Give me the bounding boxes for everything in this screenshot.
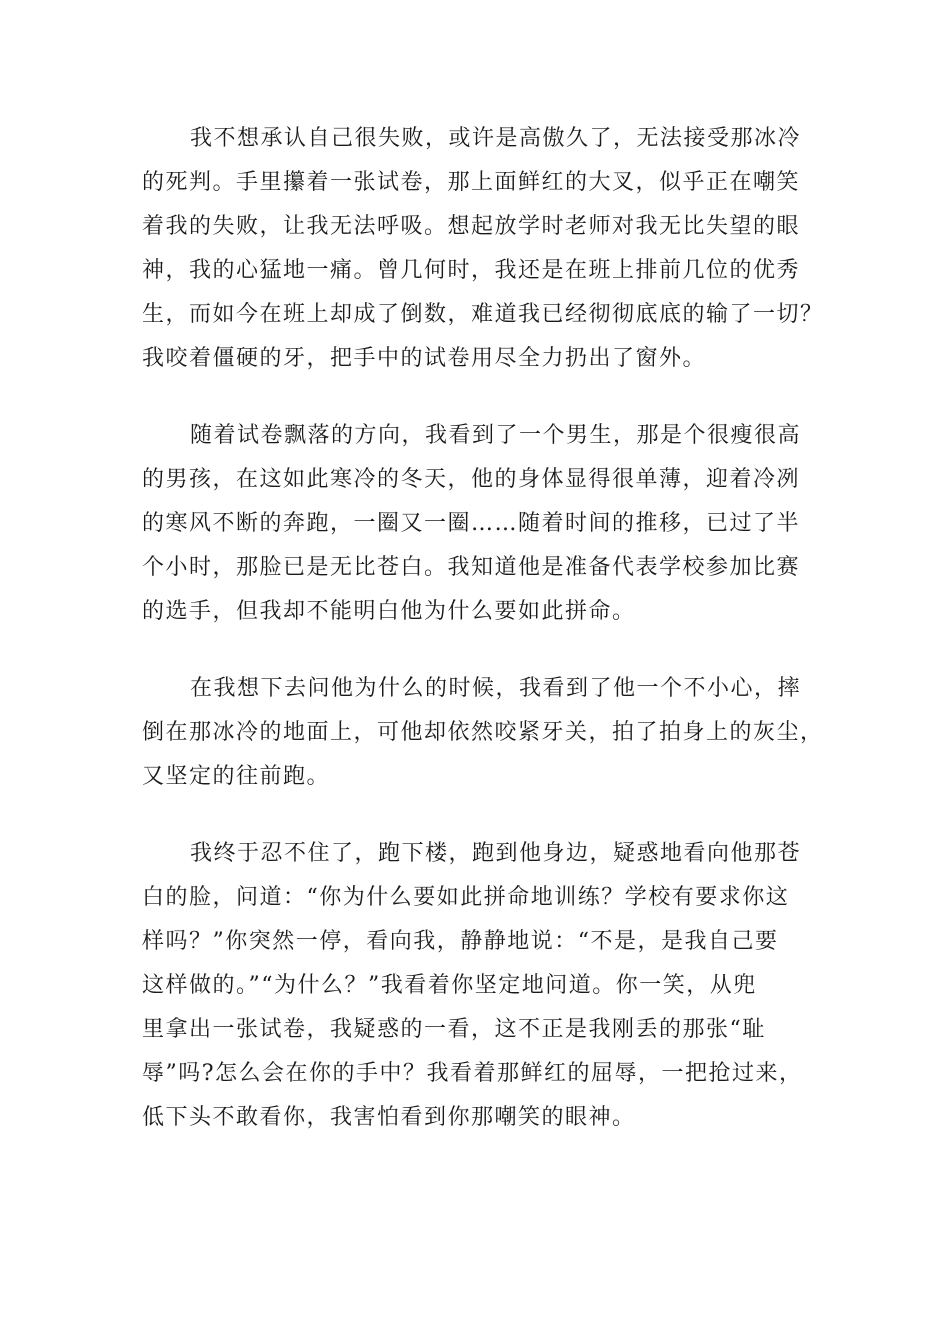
text-line: 随着试卷飘落的方向，我看到了一个男生，那是个很瘦很高 (190, 423, 802, 448)
text-line: 样吗？”你突然一停，看向我，静静地说：“不是，是我自己要 (142, 929, 779, 954)
paragraph-2 (142, 414, 832, 634)
text-line: 里拿出一张试卷，我疑惑的一看，这不正是我刚丢的那张“耻 (142, 1017, 766, 1042)
paragraph-1 (142, 117, 832, 381)
text-line: 辱”吗?怎么会在你的手中？我看着那鲜红的屈辱，一把抢过来， (142, 1061, 803, 1086)
paragraph-4 (142, 832, 832, 1140)
text-line: 的选手，但我却不能明白他为什么要如此拼命。 (142, 599, 636, 624)
text-line: 白的脸，问道：“你为什么要如此拼命地训练？学校有要求你这 (142, 885, 790, 910)
text-line: 个小时，那脸已是无比苍白。我知道他是准备代表学校参加比赛 (142, 555, 801, 580)
text-line: 的男孩，在这如此寒冷的冬天，他的身体显得很单薄，迎着冷冽 (142, 467, 801, 492)
text-line: 神，我的心猛地一痛。曾几何时，我还是在班上排前几位的优秀 (142, 258, 801, 283)
text-line: 着我的失败，让我无法呼吸。想起放学时老师对我无比失望的眼 (142, 214, 801, 239)
text-line: 在我想下去问他为什么的时候，我看到了他一个不小心，摔 (190, 676, 802, 701)
text-line: 的寒风不断的奔跑，一圈又一圈……随着时间的推移，已过了半 (142, 511, 801, 536)
paragraph-spacer (142, 634, 832, 667)
paragraph-3 (142, 667, 832, 799)
text-line: 低下头不敢看你，我害怕看到你那嘲笑的眼神。 (142, 1105, 636, 1130)
text-line: 倒在那冰冷的地面上，可他却依然咬紧牙关，拍了拍身上的灰尘， (142, 720, 824, 745)
paragraph-spacer (142, 381, 832, 414)
article-body (142, 117, 832, 1140)
text-line: 我终于忍不住了，跑下楼，跑到他身边，疑惑地看向他那苍 (190, 841, 802, 866)
text-line: 这样做的。”“为什么？”我看着你坚定地问道。你一笑，从兜 (142, 973, 757, 998)
paragraph-spacer (142, 799, 832, 832)
text-line: 又坚定的往前跑。 (142, 764, 331, 789)
text-line: 我不想承认自己很失败，或许是高傲久了，无法接受那冰冷 (190, 126, 802, 151)
text-line: 生，而如今在班上却成了倒数，难道我已经彻彻底底的输了一切？ (142, 302, 824, 327)
text-line: 我咬着僵硬的牙，把手中的试卷用尽全力扔出了窗外。 (142, 346, 707, 371)
text-line: 的死判。手里攥着一张试卷，那上面鲜红的大叉，似乎正在嘲笑 (142, 170, 801, 195)
